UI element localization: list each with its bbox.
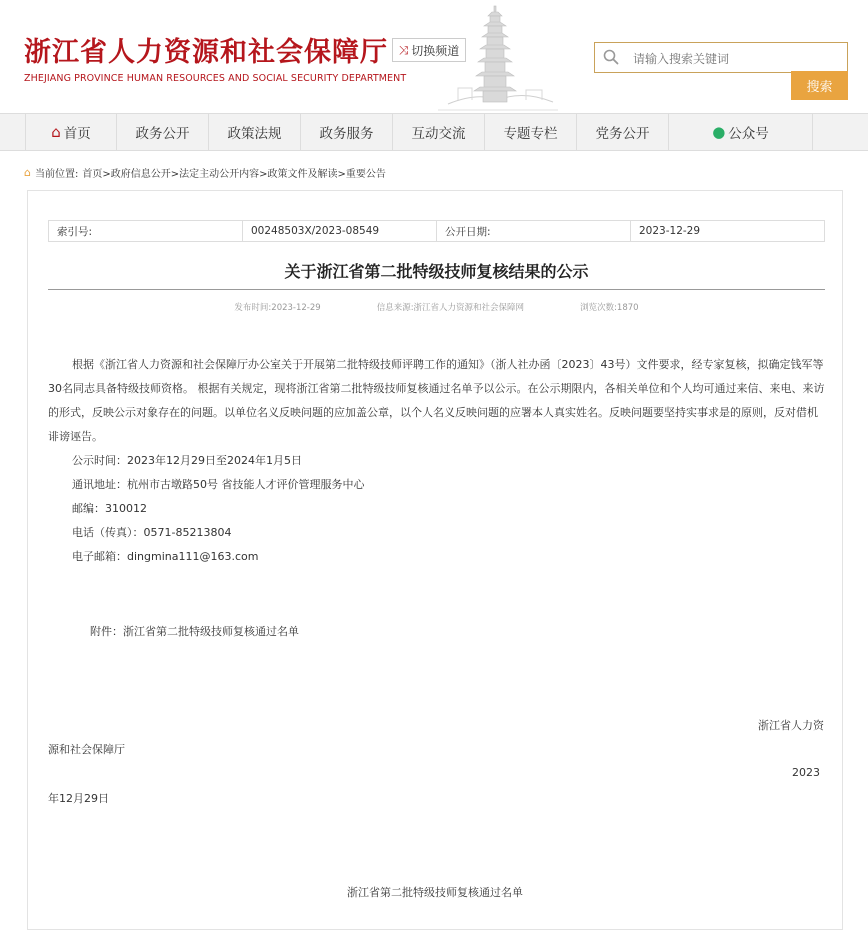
mailing-address: 通讯地址：杭州市古墩路50号 省技能人才评价管理服务中心 (72, 478, 365, 491)
signature-line-1: 浙江省人力资 (758, 719, 824, 732)
index-label: 索引号: (49, 221, 243, 241)
nav-item-party-affairs[interactable]: 党务公开 (577, 114, 669, 150)
shuffle-icon: ⤨ (398, 42, 409, 57)
nav-item-topics[interactable]: 专题专栏 (485, 114, 577, 150)
site-logo-title[interactable]: 浙江省人力资源和社会保障厅 (24, 37, 388, 68)
home-icon: ⌂ (51, 123, 61, 141)
title-divider (48, 289, 825, 290)
date-value: 2023-12-29 (639, 225, 701, 237)
search-button[interactable]: 搜索 (791, 71, 848, 100)
nav-label: 首页 (63, 126, 91, 142)
switch-channel-label: 切换频道 (411, 43, 460, 58)
sign-date-line-2: 年12月29日 (48, 792, 109, 805)
search-icon (603, 49, 619, 65)
article-container (27, 190, 843, 930)
article-title: 关于浙江省第二批特级技师复核结果的公示 (284, 262, 589, 281)
postal-code: 邮编：310012 (72, 502, 147, 515)
publish-time: 发布时间:2023-12-29 (234, 303, 321, 313)
location-home-icon: ⌂ (24, 166, 31, 179)
nav-item-services[interactable]: 政务服务 (301, 114, 393, 150)
wechat-icon: ● (712, 123, 726, 141)
nav-item-government-affairs[interactable]: 政务公开 (117, 114, 209, 150)
email[interactable]: 电子邮箱：dingmina111@163.com (72, 550, 259, 563)
article-body (48, 353, 825, 569)
list-title: 浙江省第二批特级技师复核通过名单 (347, 886, 523, 899)
nav-item-interaction[interactable]: 互动交流 (393, 114, 485, 150)
nav-item-home[interactable] (25, 114, 117, 150)
meta-table (48, 220, 825, 242)
view-count: 浏览次数:1870 (580, 303, 639, 313)
nav-item-wechat[interactable] (669, 114, 813, 150)
signature-line-2: 源和社会保障厅 (48, 743, 125, 756)
sign-date-line-1: 2023 (792, 766, 820, 779)
index-value: 00248503X/2023-08549 (243, 221, 437, 241)
article-paragraph: 根据《浙江省人力资源和社会保障厅办公室关于开展第二批特级技师评聘工作的通知》（浙人社办函〔2023〕43号）文件要求，经专家复核，拟确定钱军等30名同志具备特级技师资格。 根据有关规定，现将浙江省第二批特级技师复核通过名单予以公示。在公示期限内，各相关单位和个人均可通过来信、来电、来访的形式，反映公示对象存在的问题。以单位名义反映问题的应加盖公章，以个人名义反映问题的应署本人真实姓名。反映问题要坚持实事求是的原则，反对借机诽谤诬告。 (48, 358, 825, 443)
article-info (48, 301, 825, 313)
site-header (0, 0, 868, 113)
nav-item-policies[interactable]: 政策法规 (209, 114, 301, 150)
search-bar (594, 42, 848, 73)
notice-period: 公示时间：2023年12月29日至2024年1月5日 (72, 454, 302, 467)
breadcrumb (24, 165, 386, 180)
main-nav (0, 113, 868, 151)
breadcrumb-prefix: 当前位置: (34, 169, 79, 180)
date-label: 公开日期: (437, 221, 631, 241)
info-source: 信息来源:浙江省人力资源和社会保障网 (376, 303, 525, 313)
nav-label: 公众号 (728, 126, 769, 142)
phone-fax: 电话（传真）：0571-85213804 (72, 526, 232, 539)
search-input[interactable] (631, 47, 835, 71)
pagoda-illustration (438, 4, 558, 112)
site-logo-subtitle: ZHEJIANG PROVINCE HUMAN RESOURCES AND SOCIAL SECURITY DEPARTMENT (24, 73, 407, 84)
attachment-label[interactable]: 附件：浙江省第二批特级技师复核通过名单 (90, 625, 299, 638)
breadcrumb-path[interactable]: 首页>政府信息公开>法定主动公开内容>政策文件及解读>重要公告 (82, 169, 386, 180)
